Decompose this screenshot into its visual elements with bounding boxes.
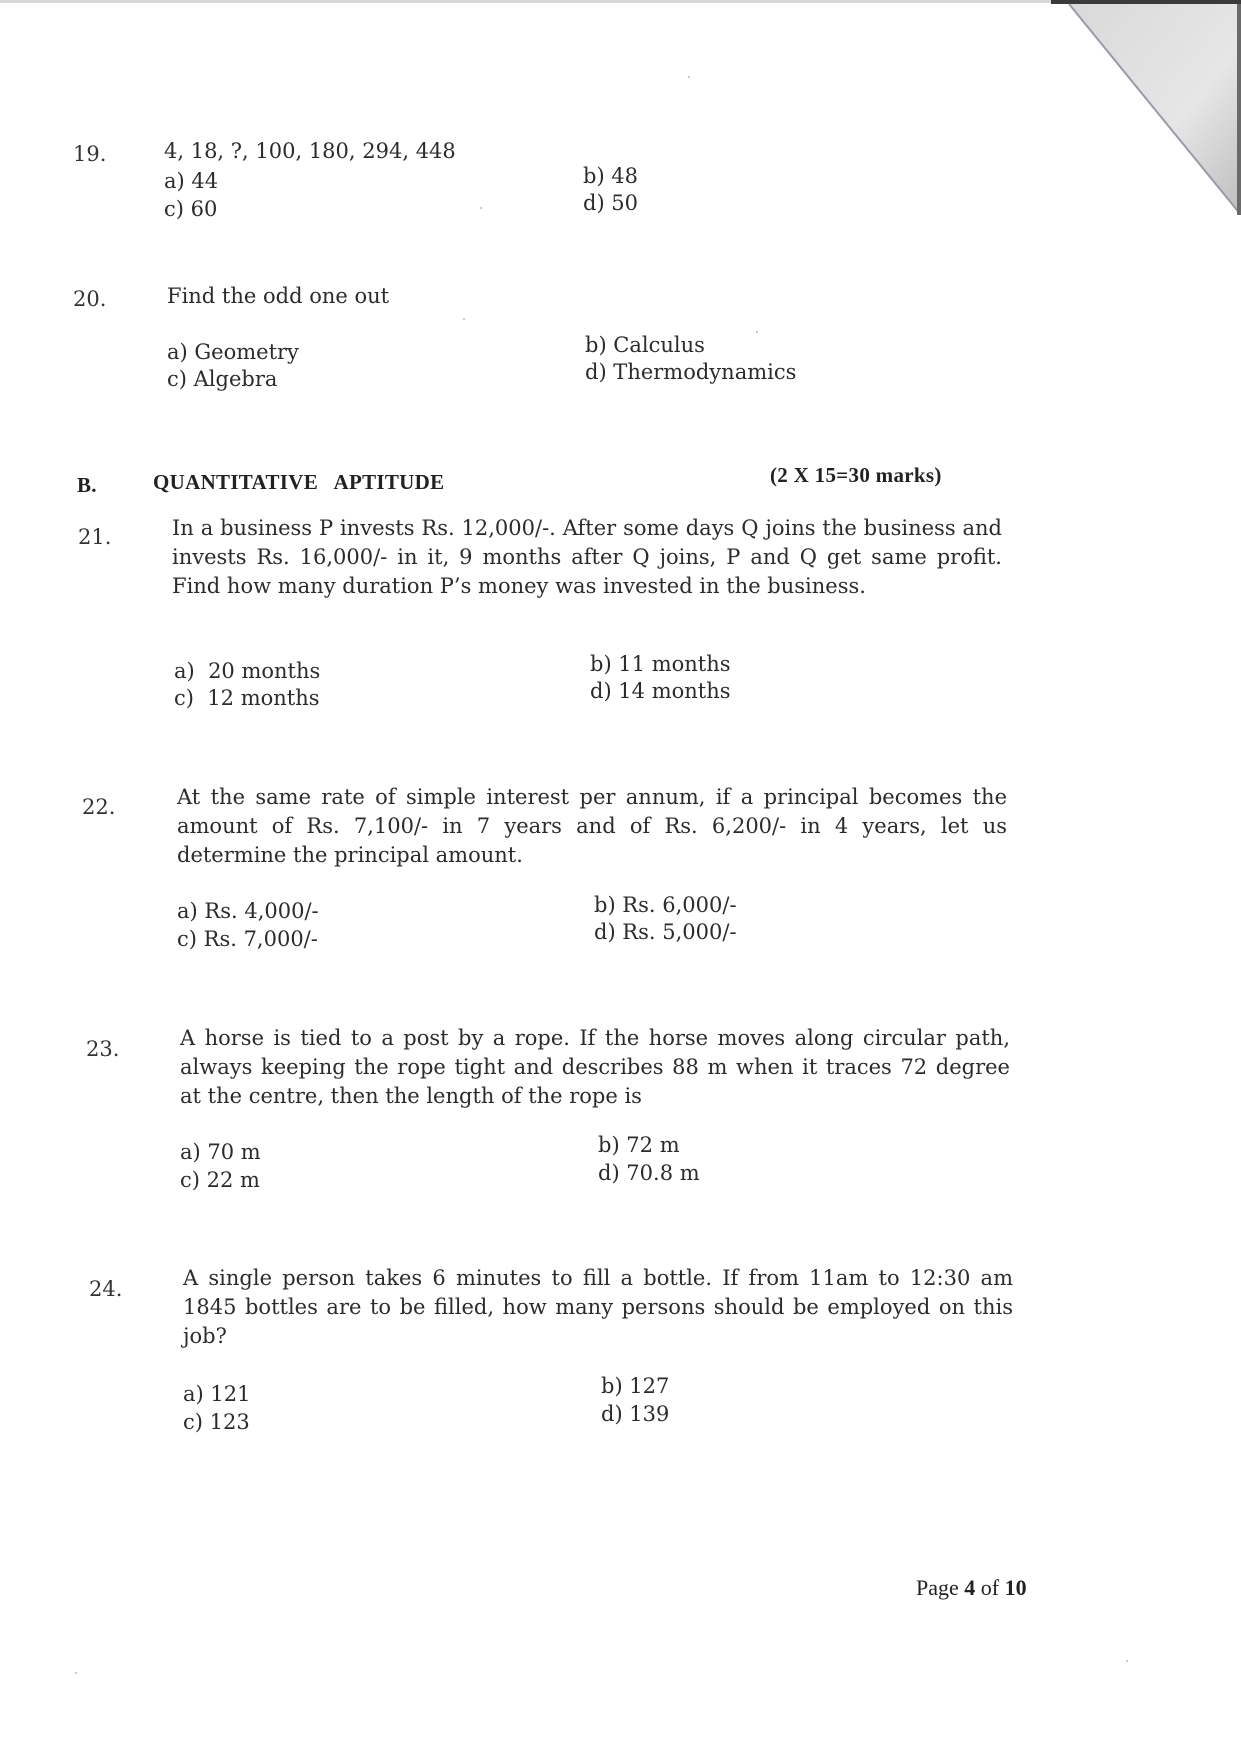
option-b[interactable]: b) 48 [583,164,639,188]
option-c[interactable]: c) 123 [183,1410,250,1434]
page-of: of [975,1575,1005,1600]
scan-speck [75,1672,77,1674]
question-number: 19. [73,142,107,166]
question-text: At the same rate of simple interest per annum, if a principal becomes the amount of Rs. 7,100/- in 7 years and of Rs. 6,200/- in 4 years, let us determine the principal amount. [177,785,1007,867]
question-text: 4, 18, ?, 100, 180, 294, 448 [164,139,456,163]
option-a[interactable]: a) 44 [164,169,219,193]
question-number: 22. [82,795,116,819]
section-title: QUANTITATIVE APTITUDE [153,470,445,494]
option-d[interactable]: d) 70.8 m [598,1161,700,1185]
folded-corner [1051,0,1241,215]
option-c[interactable]: c) Rs. 7,000/- [177,927,318,951]
option-d[interactable]: d) 50 [583,191,639,215]
option-b[interactable]: b) Calculus [585,333,705,357]
scan-speck [1126,1660,1128,1662]
question-text: In a business P invests Rs. 12,000/-. After some days Q joins the business and invests Rs. 16,000/- in it, 9 months after Q joins, P and Q get same profit. Find how many duration P’s money was invested in the business. [172,516,1002,598]
question-number: 24. [89,1277,123,1301]
scan-speck [756,331,758,333]
option-d[interactable]: d) 139 [601,1402,670,1426]
page-total: 10 [1004,1575,1027,1600]
option-d[interactable]: d) Thermodynamics [585,360,797,384]
question-number: 23. [86,1037,120,1061]
scan-speck [480,207,482,209]
scan-speck [688,76,690,78]
question-text: Find the odd one out [167,284,390,308]
page-indicator [916,1575,1027,1601]
option-d[interactable]: d) 14 months [590,679,731,703]
page-number: 4 [964,1575,976,1600]
option-c[interactable]: c) Algebra [167,367,278,391]
option-c[interactable]: c) 22 m [180,1168,260,1192]
question-text: A single person takes 6 minutes to fill a bottle. If from 11am to 12:30 am 1845 bottles are to be filled, how many persons should be employed on this job? [183,1266,1013,1348]
option-b[interactable]: b) 127 [601,1374,670,1398]
option-a[interactable]: a) 20 months [174,659,321,683]
option-a[interactable]: a) 121 [183,1382,251,1406]
question-number: 21. [78,525,112,549]
question-text: A horse is tied to a post by a rope. If the horse moves along circular path, always keeping the rope tight and describes 88 m when it traces 72 degree at the centre, then the length of the rope is [180,1026,1010,1108]
option-c[interactable]: c) 60 [164,197,218,221]
option-a[interactable]: a) 70 m [180,1140,261,1164]
option-c[interactable]: c) 12 months [174,686,320,710]
question-number: 20. [73,287,107,311]
option-a[interactable]: a) Geometry [167,340,299,364]
option-b[interactable]: b) 72 m [598,1133,680,1157]
option-d[interactable]: d) Rs. 5,000/- [594,920,737,944]
page-prefix: Page [916,1575,965,1600]
section-marks: (2 X 15=30 marks) [770,463,942,487]
option-a[interactable]: a) Rs. 4,000/- [177,899,319,923]
option-b[interactable]: b) Rs. 6,000/- [594,893,737,917]
scan-speck [463,318,465,320]
section-letter: B. [77,473,97,497]
option-b[interactable]: b) 11 months [590,652,731,676]
